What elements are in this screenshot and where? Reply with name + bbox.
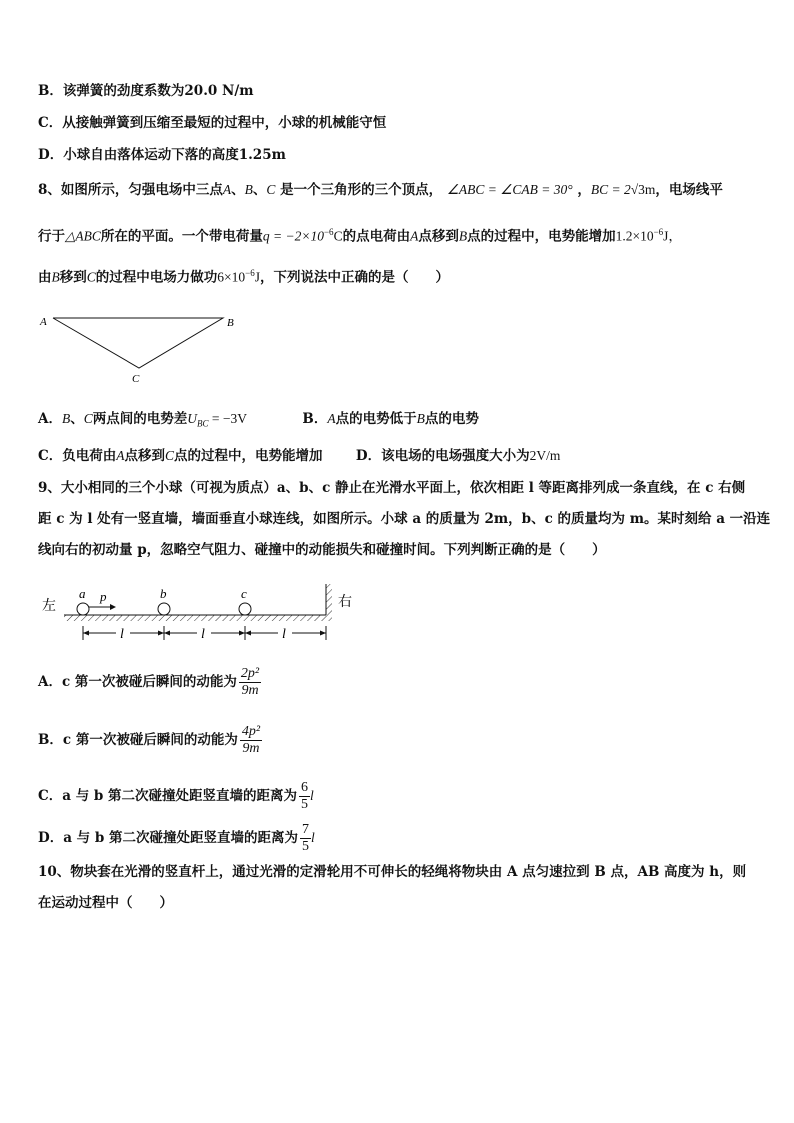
q7-option-b: B．该弹簧的劲度系数为20.0 N/m [38,83,254,99]
ball-c-label: c [241,586,247,601]
distance-label-2: l [201,627,205,642]
q7-option-c: C．从接触弹簧到压缩至最短的过程中，小球的机械能守恒 [38,115,387,131]
balls-wall-figure [40,584,370,646]
q9-line-1: 9、大小相同的三个小球（可视为质点）a、b、c 静止在光滑水平面上，依次相距 l 等距离排列成一条直线，在 c 右侧 [38,480,746,496]
distance-label-3: l [282,627,286,642]
q8-line-1: 8、如图所示，匀强电场中三点A、B、C 是一个三角形的三个顶点， ∠ABC = ∠CAB = 30° ，BC = 2√3m，电场线平 [38,182,723,198]
q9-option-d: D．a 与 b 第二次碰撞处距竖直墙的距离为 $\frac{7}{5}$ l [38,822,315,854]
vertex-b-label: B [227,317,234,329]
vertex-a-label: A [40,316,47,328]
q9-line-2: 距 c 为 l 处有一竖直墙，墙面垂直小球连线，如图所示。小球 a 的质量为 2m，b、c 的质量均为 m。某时刻给 a 一沿连 [38,511,771,527]
q7-option-d: D．小球自由落体运动下落的高度1.25m [38,147,286,163]
q9-option-c: C．a 与 b 第二次碰撞处距竖直墙的距离为 $\frac{6}{5}$ l [38,780,314,812]
q9-option-a: A．c 第一次被碰后瞬间的动能为 $\frac{\text{2p²}}{9m}$ [38,666,260,698]
q9-line-3: 线向右的初动量 p，忽略空气阻力、碰撞中的动能损失和碰撞时间。下列判断正确的是（ ） [38,542,606,558]
q8-line-3: 由B移到C的过程中电场力做功$6\times 10^{-6}J$，下列说法中正确的是（ ） [38,268,449,286]
q8-options-ab: A．B、C两点间的电势差$U_{BC} = -3V$ B．A点的电势低于B点的电势 [38,411,479,429]
q10-line-2: 在运动过程中（ ） [38,895,173,911]
vertex-c-label: C [132,373,140,385]
distance-label-1: l [120,627,124,642]
q10-line-1: 10、物块套在光滑的竖直杆上，通过光滑的定滑轮用不可伸长的轻绳将物块由 A 点匀速拉到 B 点，AB 高度为 h，则 [38,864,747,880]
q8-angle-expr: ∠ABC = ∠CAB = 30° [446,182,573,197]
ball-a-label: a [79,586,86,601]
q9-option-b: B．c 第一次被碰后瞬间的动能为 $\frac{\text{4p²}}{9m}$ [38,724,261,756]
ball-c [239,603,251,615]
ball-a [77,603,89,615]
right-label: 右 [338,595,352,610]
momentum-label: p [100,589,107,604]
ball-b-label: b [160,586,167,601]
triangle-abc-figure [36,310,246,390]
left-label: 左 [42,599,56,614]
ball-b [158,603,170,615]
q8-line-2: 行于△ABC所在的平面。一个带电荷量$q = -2\times 10^{-6}C$的点电荷由A点移到B点的过程中，电势能增加$1.2\times 10^{-6}J$， [38,227,682,245]
q8-options-cd: C．负电荷由A点移到C点的过程中，电势能增加 D．该电场的电场强度大小为2V/m [38,448,561,464]
q8-charge-expr: q = −2×10 [262,228,324,244]
